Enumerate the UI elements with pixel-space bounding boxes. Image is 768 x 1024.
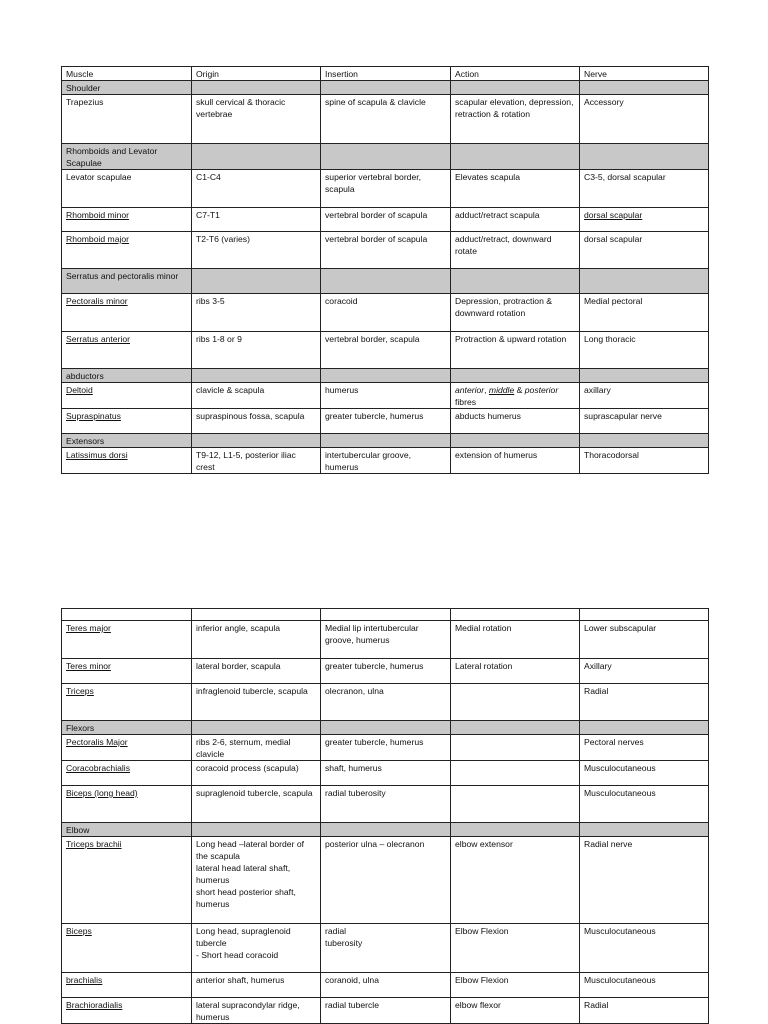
origin-cell: inferior angle, scapula bbox=[192, 621, 321, 659]
muscle-name: Teres minor bbox=[66, 661, 111, 671]
insertion-cell: greater tubercle, humerus bbox=[321, 659, 451, 684]
section-row bbox=[62, 144, 709, 170]
insertion-cell: greater tubercle, humerus bbox=[321, 735, 451, 761]
nerve-cell: Radial bbox=[580, 684, 709, 721]
insertion-cell: spine of scapula & clavicle bbox=[321, 95, 451, 144]
muscle-cell bbox=[62, 383, 192, 409]
insertion-cell: greater tubercle, humerus bbox=[321, 409, 451, 434]
action-cell: extension of humerus bbox=[451, 448, 580, 474]
nerve-cell: Musculocutaneous bbox=[580, 761, 709, 786]
muscle-table-shoulder bbox=[61, 66, 709, 474]
insertion-cell: superior vertebral border, scapula bbox=[321, 170, 451, 208]
table-row bbox=[62, 448, 709, 474]
table-row bbox=[62, 332, 709, 369]
table-row bbox=[62, 924, 709, 973]
origin-cell: supraspinous fossa, scapula bbox=[192, 409, 321, 434]
header-cell: Origin bbox=[192, 67, 321, 81]
muscle-cell: Trapezius bbox=[62, 95, 192, 144]
insertion-cell: olecranon, ulna bbox=[321, 684, 451, 721]
section-label: Shoulder bbox=[62, 81, 192, 95]
nerve-cell: Musculocutaneous bbox=[580, 786, 709, 823]
muscle-name: Pectoralis minor bbox=[66, 296, 128, 306]
middle-text: middle bbox=[488, 385, 515, 395]
muscle-name: Rhomboid minor bbox=[66, 210, 130, 220]
insertion-cell: vertebral border, scapula bbox=[321, 332, 451, 369]
muscle-name: brachialis bbox=[66, 975, 103, 985]
section-label: Flexors bbox=[62, 721, 192, 735]
muscle-cell bbox=[62, 621, 192, 659]
nerve-cell: Accessory bbox=[580, 95, 709, 144]
section-row bbox=[62, 434, 709, 448]
nerve-cell: Axillary bbox=[580, 659, 709, 684]
table-row bbox=[62, 383, 709, 409]
header-cell: Nerve bbox=[580, 67, 709, 81]
header-cell: Action bbox=[451, 67, 580, 81]
nerve-cell: suprascapular nerve bbox=[580, 409, 709, 434]
insertion-cell: Medial lip intertubercular groove, humerus bbox=[321, 621, 451, 659]
origin-cell: ribs 3-5 bbox=[192, 294, 321, 332]
muscle-name: Serratus anterior bbox=[66, 334, 131, 344]
muscle-cell bbox=[62, 294, 192, 332]
section-label: Extensors bbox=[62, 434, 192, 448]
origin-cell: infraglenoid tubercle, scapula bbox=[192, 684, 321, 721]
origin-cell: lateral supracondylar ridge, humerus bbox=[192, 998, 321, 1024]
muscle-name: Latissimus dorsi bbox=[66, 450, 128, 460]
insertion-cell: humerus bbox=[321, 383, 451, 409]
muscle-name: Rhomboid major bbox=[66, 234, 130, 244]
nerve-cell: dorsal scapular bbox=[580, 232, 709, 269]
table-row bbox=[62, 232, 709, 269]
table-row bbox=[62, 294, 709, 332]
table-row bbox=[62, 786, 709, 823]
section-label: Serratus and pectoralis minor bbox=[62, 269, 192, 294]
nerve-cell: C3-5, dorsal scapular bbox=[580, 170, 709, 208]
section-row bbox=[62, 81, 709, 95]
action-cell bbox=[451, 761, 580, 786]
nerve-cell: Musculocutaneous bbox=[580, 924, 709, 973]
insertion-cell: coranoid, ulna bbox=[321, 973, 451, 998]
section-label: Rhomboids and Levator Scapulae bbox=[62, 144, 192, 170]
muscle-cell bbox=[62, 998, 192, 1024]
table-row bbox=[62, 735, 709, 761]
muscle-cell bbox=[62, 332, 192, 369]
muscle-cell bbox=[62, 837, 192, 924]
action-cell: Elevates scapula bbox=[451, 170, 580, 208]
nerve-name: dorsal scapular bbox=[584, 210, 643, 220]
table-row bbox=[62, 998, 709, 1024]
table-row bbox=[62, 170, 709, 208]
nerve-cell: Medial pectoral bbox=[580, 294, 709, 332]
origin-cell: T2-T6 (varies) bbox=[192, 232, 321, 269]
action-cell bbox=[451, 735, 580, 761]
muscle-cell bbox=[62, 973, 192, 998]
muscle-cell bbox=[62, 409, 192, 434]
table-row bbox=[62, 973, 709, 998]
muscle-cell bbox=[62, 761, 192, 786]
muscle-cell bbox=[62, 924, 192, 973]
action-cell bbox=[451, 684, 580, 721]
empty-header-row bbox=[62, 609, 709, 621]
action-cell: Protraction & upward rotation bbox=[451, 332, 580, 369]
origin-cell: ribs 1-8 or 9 bbox=[192, 332, 321, 369]
insertion-cell: intertubercular groove, humerus bbox=[321, 448, 451, 474]
muscle-cell bbox=[62, 659, 192, 684]
muscle-name: Triceps bbox=[66, 686, 94, 696]
anterior-text: anterior bbox=[455, 385, 485, 395]
action-cell: Medial rotation bbox=[451, 621, 580, 659]
action-cell: scapular elevation, depression, retraction & rotation bbox=[451, 95, 580, 144]
table-row bbox=[62, 409, 709, 434]
section-row bbox=[62, 721, 709, 735]
table-row bbox=[62, 208, 709, 232]
origin-cell: Long head, supraglenoid tubercle - Short head coracoid bbox=[192, 924, 321, 973]
action-cell: adduct/retract, downward rotate bbox=[451, 232, 580, 269]
table-row bbox=[62, 95, 709, 144]
section-row bbox=[62, 269, 709, 294]
muscle-name: Biceps bbox=[66, 926, 92, 936]
muscle-cell bbox=[62, 735, 192, 761]
origin-cell: clavicle & scapula bbox=[192, 383, 321, 409]
muscle-cell bbox=[62, 448, 192, 474]
nerve-cell: Musculocutaneous bbox=[580, 973, 709, 998]
action-cell: Lateral rotation bbox=[451, 659, 580, 684]
origin-cell: anterior shaft, humerus bbox=[192, 973, 321, 998]
muscle-name: Coracobrachialis bbox=[66, 763, 131, 773]
nerve-cell bbox=[580, 208, 709, 232]
muscle-name: Brachioradialis bbox=[66, 1000, 123, 1010]
muscle-cell bbox=[62, 786, 192, 823]
muscle-name: Biceps (long head) bbox=[66, 788, 138, 798]
action-cell: Depression, protraction & downward rotation bbox=[451, 294, 580, 332]
muscle-cell bbox=[62, 232, 192, 269]
action-cell: abducts humerus bbox=[451, 409, 580, 434]
muscle-name: Triceps brachii bbox=[66, 839, 122, 849]
insertion-cell: vertebral border of scapula bbox=[321, 232, 451, 269]
nerve-cell: Thoracodorsal bbox=[580, 448, 709, 474]
table-row bbox=[62, 761, 709, 786]
origin-cell: supraglenoid tubercle, scapula bbox=[192, 786, 321, 823]
muscle-name: Teres major bbox=[66, 623, 111, 633]
origin-cell: ribs 2-6, sternum, medial clavicle bbox=[192, 735, 321, 761]
insertion-cell: shaft, humerus bbox=[321, 761, 451, 786]
origin-cell: skull cervical & thoracic vertebrae bbox=[192, 95, 321, 144]
insertion-cell: coracoid bbox=[321, 294, 451, 332]
origin-cell: Long head –lateral border of the scapula lateral head lateral shaft, humerus short head posterior shaft, humerus bbox=[192, 837, 321, 924]
origin-cell: coracoid process (scapula) bbox=[192, 761, 321, 786]
insertion-cell: radial tuberosity bbox=[321, 786, 451, 823]
table-row bbox=[62, 621, 709, 659]
muscle-name: Deltoid bbox=[66, 385, 93, 395]
nerve-cell: Pectoral nerves bbox=[580, 735, 709, 761]
table-row bbox=[62, 837, 709, 924]
insertion-cell: vertebral border of scapula bbox=[321, 208, 451, 232]
action-cell: elbow extensor bbox=[451, 837, 580, 924]
section-row bbox=[62, 369, 709, 383]
posterior-text: posterior bbox=[524, 385, 559, 395]
section-label: abductors bbox=[62, 369, 192, 383]
origin-cell: T9-12, L1-5, posterior iliac crest bbox=[192, 448, 321, 474]
action-cell: anterior, middle & posterior fibres bbox=[451, 383, 580, 409]
muscle-cell: Levator scapulae bbox=[62, 170, 192, 208]
nerve-cell: Long thoracic bbox=[580, 332, 709, 369]
header-cell: Muscle bbox=[62, 67, 192, 81]
origin-cell: C7-T1 bbox=[192, 208, 321, 232]
action-cell: elbow flexor bbox=[451, 998, 580, 1024]
muscle-cell bbox=[62, 684, 192, 721]
action-cell: Elbow Flexion bbox=[451, 973, 580, 998]
muscle-name: Supraspinatus bbox=[66, 411, 121, 421]
section-label: Elbow bbox=[62, 823, 192, 837]
action-cell: Elbow Flexion bbox=[451, 924, 580, 973]
table-row bbox=[62, 684, 709, 721]
action-cell: adduct/retract scapula bbox=[451, 208, 580, 232]
muscle-name: Pectoralis Major bbox=[66, 737, 128, 747]
nerve-cell: Lower subscapular bbox=[580, 621, 709, 659]
insertion-cell: posterior ulna – olecranon bbox=[321, 837, 451, 924]
origin-cell: lateral border, scapula bbox=[192, 659, 321, 684]
origin-cell: C1-C4 bbox=[192, 170, 321, 208]
nerve-cell: Radial bbox=[580, 998, 709, 1024]
table-row bbox=[62, 659, 709, 684]
table-header-row bbox=[62, 67, 709, 81]
action-cell bbox=[451, 786, 580, 823]
muscle-table-arm bbox=[61, 608, 709, 1024]
insertion-cell: radial tubercle bbox=[321, 998, 451, 1024]
nerve-cell: Radial nerve bbox=[580, 837, 709, 924]
section-row bbox=[62, 823, 709, 837]
muscle-cell bbox=[62, 208, 192, 232]
insertion-cell: radial tuberosity bbox=[321, 924, 451, 973]
header-cell: Insertion bbox=[321, 67, 451, 81]
nerve-cell: axillary bbox=[580, 383, 709, 409]
